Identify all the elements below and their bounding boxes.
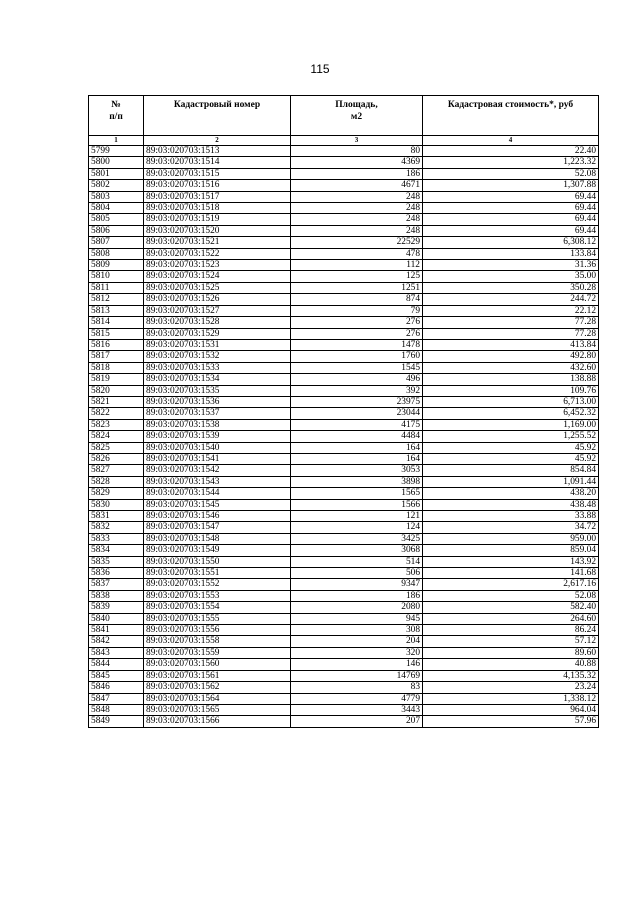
row-number: 5818 xyxy=(89,362,144,373)
table-row xyxy=(89,351,599,362)
table-row xyxy=(89,374,599,385)
area-value: 146 xyxy=(291,659,423,670)
row-number: 5822 xyxy=(89,408,144,419)
table-row xyxy=(89,556,599,567)
cost-value: 31.36 xyxy=(423,260,599,271)
cost-value: 57.12 xyxy=(423,636,599,647)
area-value: 248 xyxy=(291,214,423,225)
cadastral-number: 89:03:020703:1554 xyxy=(144,602,291,613)
table-row xyxy=(89,362,599,373)
table-row xyxy=(89,659,599,670)
row-number: 5847 xyxy=(89,693,144,704)
table-row xyxy=(89,522,599,533)
row-number: 5815 xyxy=(89,328,144,339)
cost-value: 1,091.44 xyxy=(423,476,599,487)
row-number: 5801 xyxy=(89,168,144,179)
area-value: 4175 xyxy=(291,419,423,430)
cost-value: 6,308.12 xyxy=(423,237,599,248)
row-number: 5845 xyxy=(89,670,144,681)
cost-value: 1,223.32 xyxy=(423,157,599,168)
area-value: 204 xyxy=(291,636,423,647)
table-row xyxy=(89,180,599,191)
row-number: 5802 xyxy=(89,180,144,191)
row-number: 5820 xyxy=(89,385,144,396)
row-number: 5839 xyxy=(89,602,144,613)
table-row xyxy=(89,511,599,522)
cost-value: 1,255.52 xyxy=(423,431,599,442)
area-value: 164 xyxy=(291,453,423,464)
column-number-row xyxy=(89,136,599,146)
area-value: 2080 xyxy=(291,602,423,613)
row-number: 5848 xyxy=(89,704,144,715)
table-row xyxy=(89,157,599,168)
table-row xyxy=(89,317,599,328)
cost-value: 45.92 xyxy=(423,453,599,464)
row-number: 5809 xyxy=(89,260,144,271)
table-row xyxy=(89,260,599,271)
row-number: 5810 xyxy=(89,271,144,282)
cost-value: 964.04 xyxy=(423,704,599,715)
cadastral-number: 89:03:020703:1543 xyxy=(144,476,291,487)
table-row xyxy=(89,499,599,510)
header-area: Площадь, м2 xyxy=(291,96,423,136)
cadastral-number: 89:03:020703:1539 xyxy=(144,431,291,442)
cadastral-table xyxy=(88,95,599,728)
cost-value: 350.28 xyxy=(423,282,599,293)
cadastral-number: 89:03:020703:1540 xyxy=(144,442,291,453)
cost-value: 264.60 xyxy=(423,613,599,624)
row-number: 5832 xyxy=(89,522,144,533)
row-number: 5838 xyxy=(89,590,144,601)
row-number: 5846 xyxy=(89,682,144,693)
column-number: 2 xyxy=(144,136,291,146)
cost-value: 6,713.00 xyxy=(423,396,599,407)
cadastral-number: 89:03:020703:1516 xyxy=(144,180,291,191)
cost-value: 2,617.16 xyxy=(423,579,599,590)
row-number: 5827 xyxy=(89,465,144,476)
area-value: 248 xyxy=(291,203,423,214)
area-value: 308 xyxy=(291,625,423,636)
table-row xyxy=(89,704,599,715)
table-row xyxy=(89,488,599,499)
cost-value: 1,307.88 xyxy=(423,180,599,191)
row-number: 5831 xyxy=(89,511,144,522)
area-value: 4671 xyxy=(291,180,423,191)
cadastral-number: 89:03:020703:1533 xyxy=(144,362,291,373)
row-number: 5835 xyxy=(89,556,144,567)
area-value: 3443 xyxy=(291,704,423,715)
row-number: 5829 xyxy=(89,488,144,499)
cost-value: 1,338.12 xyxy=(423,693,599,704)
cadastral-number: 89:03:020703:1547 xyxy=(144,522,291,533)
area-value: 4369 xyxy=(291,157,423,168)
table-row xyxy=(89,647,599,658)
cadastral-number: 89:03:020703:1517 xyxy=(144,191,291,202)
cost-value: 859.04 xyxy=(423,545,599,556)
table-row xyxy=(89,248,599,259)
cadastral-number: 89:03:020703:1560 xyxy=(144,659,291,670)
row-number: 5806 xyxy=(89,225,144,236)
table-row xyxy=(89,168,599,179)
table-row xyxy=(89,191,599,202)
row-number: 5817 xyxy=(89,351,144,362)
cadastral-number: 89:03:020703:1514 xyxy=(144,157,291,168)
cost-value: 109.76 xyxy=(423,385,599,396)
cost-value: 57.96 xyxy=(423,716,599,727)
cost-value: 413.84 xyxy=(423,339,599,350)
area-value: 392 xyxy=(291,385,423,396)
row-number: 5836 xyxy=(89,568,144,579)
cadastral-number: 89:03:020703:1534 xyxy=(144,374,291,385)
table-row xyxy=(89,339,599,350)
header-number: № п/п xyxy=(89,96,144,136)
cadastral-number: 89:03:020703:1544 xyxy=(144,488,291,499)
area-value: 79 xyxy=(291,305,423,316)
cadastral-number: 89:03:020703:1532 xyxy=(144,351,291,362)
cadastral-number: 89:03:020703:1537 xyxy=(144,408,291,419)
area-value: 23044 xyxy=(291,408,423,419)
table-row xyxy=(89,237,599,248)
cadastral-number: 89:03:020703:1546 xyxy=(144,511,291,522)
cadastral-number: 89:03:020703:1550 xyxy=(144,556,291,567)
area-value: 276 xyxy=(291,328,423,339)
cost-value: 89.60 xyxy=(423,647,599,658)
cadastral-number: 89:03:020703:1566 xyxy=(144,716,291,727)
row-number: 5840 xyxy=(89,613,144,624)
row-number: 5825 xyxy=(89,442,144,453)
area-value: 248 xyxy=(291,191,423,202)
row-number: 5812 xyxy=(89,294,144,305)
area-value: 23975 xyxy=(291,396,423,407)
cost-value: 69.44 xyxy=(423,214,599,225)
table-row xyxy=(89,225,599,236)
area-value: 496 xyxy=(291,374,423,385)
cadastral-number: 89:03:020703:1555 xyxy=(144,613,291,624)
area-value: 945 xyxy=(291,613,423,624)
row-number: 5823 xyxy=(89,419,144,430)
cadastral-number: 89:03:020703:1536 xyxy=(144,396,291,407)
cadastral-number: 89:03:020703:1523 xyxy=(144,260,291,271)
header-cadastral-cost: Кадастровая стоимость*, руб xyxy=(423,96,599,136)
cadastral-number: 89:03:020703:1535 xyxy=(144,385,291,396)
cadastral-number: 89:03:020703:1561 xyxy=(144,670,291,681)
cadastral-number: 89:03:020703:1552 xyxy=(144,579,291,590)
cost-value: 77.28 xyxy=(423,317,599,328)
area-value: 186 xyxy=(291,590,423,601)
cost-value: 22.12 xyxy=(423,305,599,316)
cadastral-number: 89:03:020703:1520 xyxy=(144,225,291,236)
cost-value: 6,452.32 xyxy=(423,408,599,419)
row-number: 5837 xyxy=(89,579,144,590)
cadastral-number: 89:03:020703:1559 xyxy=(144,647,291,658)
table-row xyxy=(89,476,599,487)
area-value: 207 xyxy=(291,716,423,727)
table-body xyxy=(89,146,599,728)
cadastral-number: 89:03:020703:1518 xyxy=(144,203,291,214)
table-row xyxy=(89,328,599,339)
table-row xyxy=(89,602,599,613)
table-row xyxy=(89,693,599,704)
cadastral-number: 89:03:020703:1513 xyxy=(144,146,291,157)
area-value: 1251 xyxy=(291,282,423,293)
row-number: 5830 xyxy=(89,499,144,510)
area-value: 1566 xyxy=(291,499,423,510)
cadastral-number: 89:03:020703:1538 xyxy=(144,419,291,430)
table-row xyxy=(89,408,599,419)
cost-value: 45.92 xyxy=(423,442,599,453)
table-row xyxy=(89,442,599,453)
cost-value: 23.24 xyxy=(423,682,599,693)
row-number: 5804 xyxy=(89,203,144,214)
cadastral-number: 89:03:020703:1545 xyxy=(144,499,291,510)
table-row xyxy=(89,625,599,636)
cadastral-number: 89:03:020703:1527 xyxy=(144,305,291,316)
area-value: 186 xyxy=(291,168,423,179)
cadastral-number: 89:03:020703:1541 xyxy=(144,453,291,464)
cadastral-number: 89:03:020703:1515 xyxy=(144,168,291,179)
area-value: 22529 xyxy=(291,237,423,248)
cost-value: 40.88 xyxy=(423,659,599,670)
table-row xyxy=(89,636,599,647)
table-row xyxy=(89,716,599,727)
table-row xyxy=(89,590,599,601)
cost-value: 69.44 xyxy=(423,203,599,214)
table-header-row xyxy=(89,96,599,136)
area-value: 14769 xyxy=(291,670,423,681)
cadastral-number: 89:03:020703:1549 xyxy=(144,545,291,556)
area-value: 4484 xyxy=(291,431,423,442)
cost-value: 133.84 xyxy=(423,248,599,259)
table-row xyxy=(89,545,599,556)
table-row xyxy=(89,579,599,590)
cadastral-number: 89:03:020703:1565 xyxy=(144,704,291,715)
cadastral-number: 89:03:020703:1551 xyxy=(144,568,291,579)
cost-value: 33.88 xyxy=(423,511,599,522)
table-row xyxy=(89,203,599,214)
cost-value: 69.44 xyxy=(423,225,599,236)
cost-value: 52.08 xyxy=(423,590,599,601)
area-value: 3053 xyxy=(291,465,423,476)
area-value: 4779 xyxy=(291,693,423,704)
cost-value: 244.72 xyxy=(423,294,599,305)
row-number: 5826 xyxy=(89,453,144,464)
area-value: 112 xyxy=(291,260,423,271)
area-value: 1565 xyxy=(291,488,423,499)
row-number: 5842 xyxy=(89,636,144,647)
row-number: 5833 xyxy=(89,533,144,544)
cost-value: 1,169.00 xyxy=(423,419,599,430)
cost-value: 86.24 xyxy=(423,625,599,636)
area-value: 80 xyxy=(291,146,423,157)
page-number: 115 xyxy=(310,62,330,76)
cost-value: 34.72 xyxy=(423,522,599,533)
cost-value: 52.08 xyxy=(423,168,599,179)
cadastral-number: 89:03:020703:1558 xyxy=(144,636,291,647)
area-value: 3068 xyxy=(291,545,423,556)
cadastral-number: 89:03:020703:1542 xyxy=(144,465,291,476)
cost-value: 69.44 xyxy=(423,191,599,202)
table-row xyxy=(89,670,599,681)
area-value: 9347 xyxy=(291,579,423,590)
cadastral-number: 89:03:020703:1548 xyxy=(144,533,291,544)
table-row xyxy=(89,385,599,396)
cadastral-number: 89:03:020703:1553 xyxy=(144,590,291,601)
cost-value: 492.80 xyxy=(423,351,599,362)
cadastral-number: 89:03:020703:1525 xyxy=(144,282,291,293)
row-number: 5821 xyxy=(89,396,144,407)
area-value: 3898 xyxy=(291,476,423,487)
cost-value: 35.00 xyxy=(423,271,599,282)
row-number: 5828 xyxy=(89,476,144,487)
table-row xyxy=(89,271,599,282)
cost-value: 432.60 xyxy=(423,362,599,373)
row-number: 5800 xyxy=(89,157,144,168)
table-row xyxy=(89,396,599,407)
area-value: 125 xyxy=(291,271,423,282)
area-value: 478 xyxy=(291,248,423,259)
table-row xyxy=(89,419,599,430)
table-row xyxy=(89,294,599,305)
row-number: 5813 xyxy=(89,305,144,316)
cost-value: 854.84 xyxy=(423,465,599,476)
area-value: 514 xyxy=(291,556,423,567)
area-value: 320 xyxy=(291,647,423,658)
table-row xyxy=(89,146,599,157)
table-row xyxy=(89,533,599,544)
table-row xyxy=(89,282,599,293)
row-number: 5834 xyxy=(89,545,144,556)
table-row xyxy=(89,214,599,225)
cadastral-number: 89:03:020703:1564 xyxy=(144,693,291,704)
cost-value: 438.48 xyxy=(423,499,599,510)
row-number: 5819 xyxy=(89,374,144,385)
row-number: 5808 xyxy=(89,248,144,259)
area-value: 874 xyxy=(291,294,423,305)
cadastral-number: 89:03:020703:1531 xyxy=(144,339,291,350)
table-row xyxy=(89,305,599,316)
row-number: 5805 xyxy=(89,214,144,225)
row-number: 5824 xyxy=(89,431,144,442)
area-value: 1478 xyxy=(291,339,423,350)
row-number: 5811 xyxy=(89,282,144,293)
cost-value: 141.68 xyxy=(423,568,599,579)
row-number: 5807 xyxy=(89,237,144,248)
cost-value: 138.88 xyxy=(423,374,599,385)
area-value: 83 xyxy=(291,682,423,693)
cadastral-number: 89:03:020703:1529 xyxy=(144,328,291,339)
area-value: 124 xyxy=(291,522,423,533)
column-number: 4 xyxy=(423,136,599,146)
table-row xyxy=(89,465,599,476)
area-value: 1545 xyxy=(291,362,423,373)
cost-value: 143.92 xyxy=(423,556,599,567)
cost-value: 4,135.32 xyxy=(423,670,599,681)
cadastral-number: 89:03:020703:1526 xyxy=(144,294,291,305)
cost-value: 77.28 xyxy=(423,328,599,339)
table-row xyxy=(89,568,599,579)
cadastral-number: 89:03:020703:1524 xyxy=(144,271,291,282)
cadastral-number: 89:03:020703:1528 xyxy=(144,317,291,328)
area-value: 1760 xyxy=(291,351,423,362)
cadastral-number: 89:03:020703:1519 xyxy=(144,214,291,225)
row-number: 5799 xyxy=(89,146,144,157)
column-number: 3 xyxy=(291,136,423,146)
area-value: 164 xyxy=(291,442,423,453)
table-row xyxy=(89,431,599,442)
header-cadastral-number: Кадастровый номер xyxy=(144,96,291,136)
row-number: 5849 xyxy=(89,716,144,727)
cadastral-number: 89:03:020703:1562 xyxy=(144,682,291,693)
area-value: 3425 xyxy=(291,533,423,544)
cost-value: 22.40 xyxy=(423,146,599,157)
area-value: 248 xyxy=(291,225,423,236)
cost-value: 959.00 xyxy=(423,533,599,544)
cost-value: 438.20 xyxy=(423,488,599,499)
area-value: 121 xyxy=(291,511,423,522)
cadastral-number: 89:03:020703:1556 xyxy=(144,625,291,636)
cadastral-number: 89:03:020703:1522 xyxy=(144,248,291,259)
table-row xyxy=(89,682,599,693)
row-number: 5814 xyxy=(89,317,144,328)
area-value: 506 xyxy=(291,568,423,579)
row-number: 5816 xyxy=(89,339,144,350)
table-row xyxy=(89,613,599,624)
row-number: 5841 xyxy=(89,625,144,636)
table-row xyxy=(89,453,599,464)
column-number: 1 xyxy=(89,136,144,146)
cadastral-number: 89:03:020703:1521 xyxy=(144,237,291,248)
row-number: 5844 xyxy=(89,659,144,670)
row-number: 5803 xyxy=(89,191,144,202)
row-number: 5843 xyxy=(89,647,144,658)
area-value: 276 xyxy=(291,317,423,328)
cost-value: 582.40 xyxy=(423,602,599,613)
